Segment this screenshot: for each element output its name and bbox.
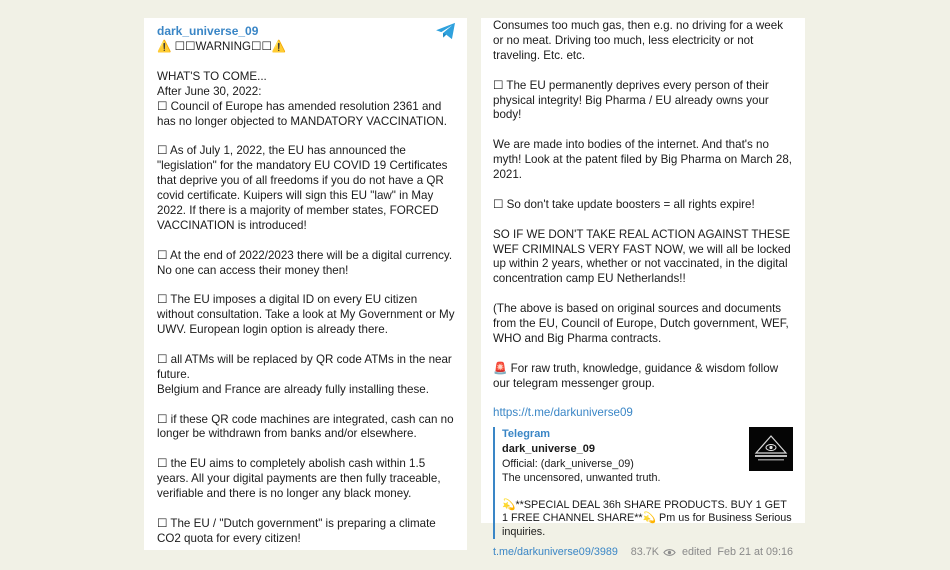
message-paragraph: ☐ At the end of 2022/2023 there will be a digital currency. No one can access their money then! [157,248,456,277]
preview-title: dark_universe_09 [502,442,595,455]
channel-link[interactable]: https://t.me/darkuniverse09 [493,406,633,420]
message-paragraph: (The above is based on original sources and documents from the EU, Council of Europe, Dutch government, WEF, WHO and Big Pharma contracts. [493,302,792,345]
post-link[interactable]: t.me/darkuniverse09/3989 [493,545,618,558]
eye-icon [663,548,676,557]
channel-thumbnail [749,427,793,471]
message-paragraph: WHAT'S TO COME... After June 30, 2022: ☐ Council of Europe has amended resolution 2361 and has no longer objected to MANDATORY VACCINATION. [157,69,447,128]
message-paragraph: 🚨 For raw truth, knowledge, guidance & wisdom follow our telegram messenger group. [493,361,782,390]
preview-description: Official: (dark_universe_09) The uncensored, unwanted truth. 💫**SPECIAL DEAL 36h SHARE PRODUCTS. BUY 1 GET 1 FREE CHANNEL SHARE**💫 Pm us for Business Serious inquiries. [502,458,792,538]
message-right-panel [481,18,805,558]
message-paragraph: ☐ As of July 1, 2022, the EU has announced the "legislation" for the mandatory EU COVID 19 Certificates that deprive you of all freedoms if you do not have a QR covid certificate. Kuipers will sign this EU "law" in May 2022. If there is a majority of member states, FORCED VACCINATION is introduced! [157,144,451,232]
right-message-body [493,19,796,392]
link-preview[interactable] [493,427,793,539]
message-paragraph: ☐ The EU permanently deprives every person of their physical integrity! Big Pharma / EU already owns your body! [493,78,773,122]
message-paragraph: Consumes too much gas, then e.g. no driving for a week or no meat. Driving too much, less electricity or not traveling. Etc. etc. [493,19,787,62]
channel-name[interactable]: dark_universe_09 [157,23,259,38]
message-paragraph: ☐ all ATMs will be replaced by QR code ATMs in the near future. Belgium and France are already fully installing these. [157,352,452,396]
preview-site-name: Telegram [502,428,551,441]
message-footer [493,545,793,559]
message-paragraph: ☐ The EU imposes a digital ID on every EU citizen without consultation. Take a look at My Government or My UWV. European login option is already there. [157,293,458,337]
message-paragraph: SO IF WE DON'T TAKE REAL ACTION AGAINST THESE WEF CRIMINALS VERY FAST NOW, we will all be locked up within 2 years, whether or not vaccinated, in the digital concentration camp EU Netherlands!! [493,227,794,286]
left-message-body [157,69,458,547]
message-paragraph: ☐ The EU / "Dutch government" is preparing a climate CO2 quota for every citizen! [157,516,439,545]
telegram-icon[interactable] [435,22,457,40]
edited-timestamp: edited Feb 21 at 09:16 [681,545,793,558]
channel-header [157,22,455,40]
message-paragraph: ☐ if these QR code machines are integrated, cash can no longer be withdrawn from banks and/or elsewhere. [157,412,457,441]
message-paragraph: ☐ the EU aims to completely abolish cash within 1.5 years. All your digital payments are then fully traceable, verifiable and there is no longer any black money. [157,457,444,501]
message-paragraph: We are made into bodies of the internet. And that's no myth! Look at the patent filed by Big Pharma on March 28, 2021. [493,138,796,182]
view-count: 83.7K [630,545,659,558]
message-meta [631,545,793,560]
message-paragraph: ☐ So don't take update boosters = all rights expire! [493,197,755,211]
warning-line: ⚠️ ☐☐WARNING☐☐⚠️ [157,40,287,53]
message-left-panel [144,18,467,550]
